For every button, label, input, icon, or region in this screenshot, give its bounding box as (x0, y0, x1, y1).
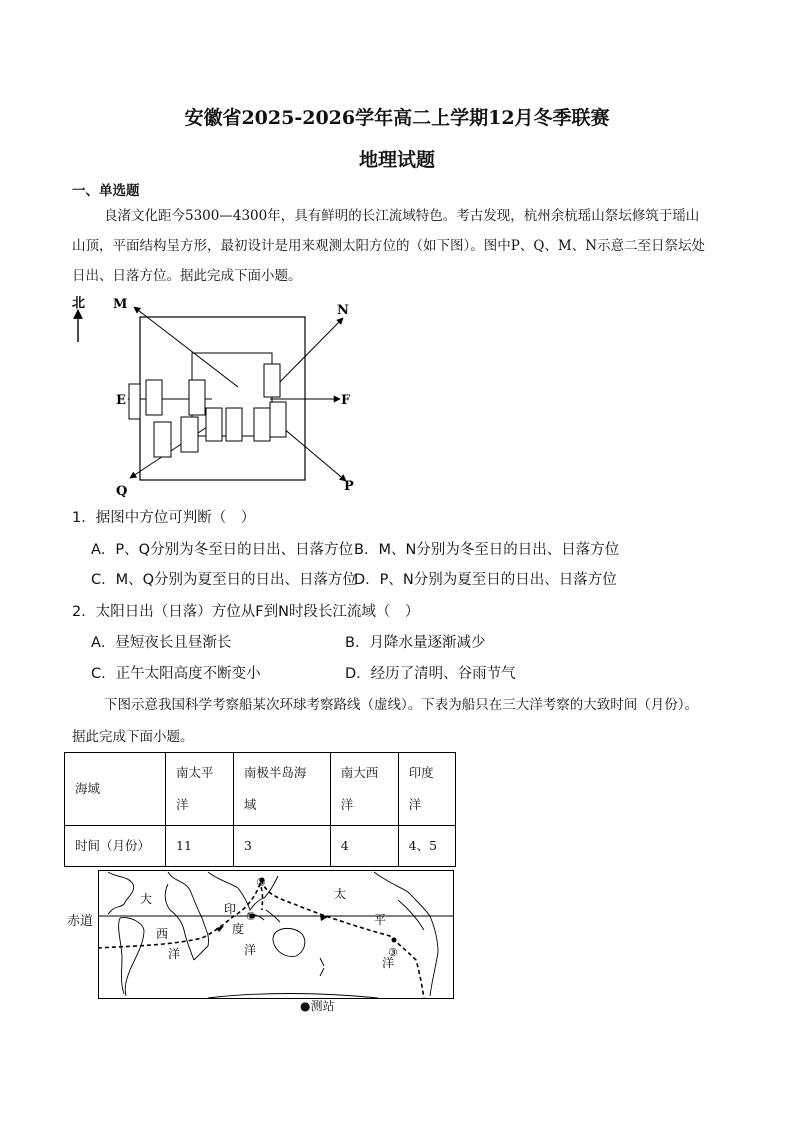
table-cell: 4、5 (398, 826, 455, 867)
table-header-cell: 印度 洋 (398, 753, 455, 826)
table-row (65, 753, 456, 826)
ocean-label: 太 (334, 887, 347, 901)
point-label: ③ (388, 946, 398, 959)
ocean-label: 度 (232, 922, 245, 936)
section-heading: 一、单选题 (72, 183, 140, 199)
question-2-stem: 2．太阳日出（日落）方位从F到N时段长江流域（ ） (72, 604, 420, 620)
tomb-rect (181, 417, 198, 452)
q1-option-d[interactable]: D．P、N分别为夏至日的日出、日落方位 (354, 572, 617, 588)
table-cell: 4 (330, 826, 398, 867)
intro-line: 日出、日落方位。据此完成下面小题。 (72, 268, 302, 284)
intro-line: 良渚文化距今5300—4300年，具有鲜明的长江流域特色。考古发现，杭州余杭瑶山祭坛修筑于瑶山 (104, 208, 700, 224)
table-cell: 3 (233, 826, 330, 867)
label-n: N (337, 303, 349, 318)
tomb-rect (146, 380, 162, 415)
direction-line-m (134, 307, 238, 387)
intro-line: 山顶，平面结构呈方形，最初设计是用来观测太阳方位的（如下图）。图中P、Q、M、N示意二至日祭坛处 (72, 238, 706, 254)
intro-line: 下图示意我国科学考察船某次环球考察路线（虚线）。下表为船只在三大洋考察的大致时间（月份）。 (104, 697, 698, 713)
point-label: ① (256, 876, 266, 889)
q1-option-b[interactable]: B．M、N分别为冬至日的日出、日落方位 (354, 542, 620, 558)
label-q: Q (116, 484, 128, 499)
altar-diagram (60, 290, 370, 500)
intro-line: 据此完成下面小题。 (72, 729, 194, 745)
q2-option-a[interactable]: A．昼短夜长且昼渐长 (91, 635, 232, 651)
direction-line-n (270, 318, 343, 392)
station-label: ●测站 (300, 999, 335, 1013)
label-m: M (113, 297, 128, 312)
q1-option-c[interactable]: C．M、Q分别为夏至日的日出、日落方位 (91, 572, 358, 588)
map-frame (99, 871, 454, 999)
ocean-label: 大 (140, 892, 153, 906)
tomb-rect (270, 402, 286, 437)
table-row (65, 826, 456, 867)
equator-label: 赤道 (67, 914, 94, 929)
tomb-rect (189, 380, 205, 415)
table-cell: 11 (166, 826, 234, 867)
tomb-rect (226, 408, 242, 441)
table-header-cell: 南大西 洋 (330, 753, 398, 826)
q1-option-a[interactable]: A．P、Q分别为冬至日的日出、日落方位 (91, 542, 354, 558)
table-header-cell: 南太平 洋 (166, 753, 234, 826)
tomb-rect (206, 408, 222, 441)
table-header-label: 海域 (65, 753, 166, 826)
label-e: E (116, 393, 126, 408)
table-row-label: 时间（月份） (65, 826, 166, 867)
ocean-label: 印 (224, 902, 237, 916)
q2-option-d[interactable]: D．经历了清明、谷雨节气 (345, 666, 516, 682)
label-f: F (341, 393, 351, 408)
ocean-label: 洋 (244, 943, 257, 957)
survey-time-table (64, 752, 456, 867)
page-subtitle: 地理试题 (358, 149, 435, 171)
tomb-rect (154, 422, 171, 457)
ocean-label: 平 (374, 913, 387, 927)
ocean-label: 洋 (168, 947, 181, 961)
ocean-label: 洋 (382, 956, 395, 970)
label-p: P (344, 479, 354, 494)
q2-option-b[interactable]: B．月降水量逐渐减少 (345, 635, 486, 651)
tomb-rect (129, 384, 140, 419)
tomb-rect (264, 364, 280, 397)
point-label: ② (246, 910, 256, 923)
route-point-3 (392, 938, 397, 943)
tomb-rect (254, 408, 270, 441)
world-route-map (98, 870, 454, 1000)
q2-option-c[interactable]: C．正午太阳高度不断变小 (91, 666, 261, 682)
page-title: 安徽省2025-2026学年高二上学期12月冬季联赛 (184, 107, 610, 129)
question-1-stem: 1．据图中方位可判断（ ） (72, 510, 256, 526)
table-header-cell: 南极半岛海 域 (233, 753, 330, 826)
north-label: 北 (72, 296, 86, 311)
ocean-label: 西 (156, 927, 169, 941)
